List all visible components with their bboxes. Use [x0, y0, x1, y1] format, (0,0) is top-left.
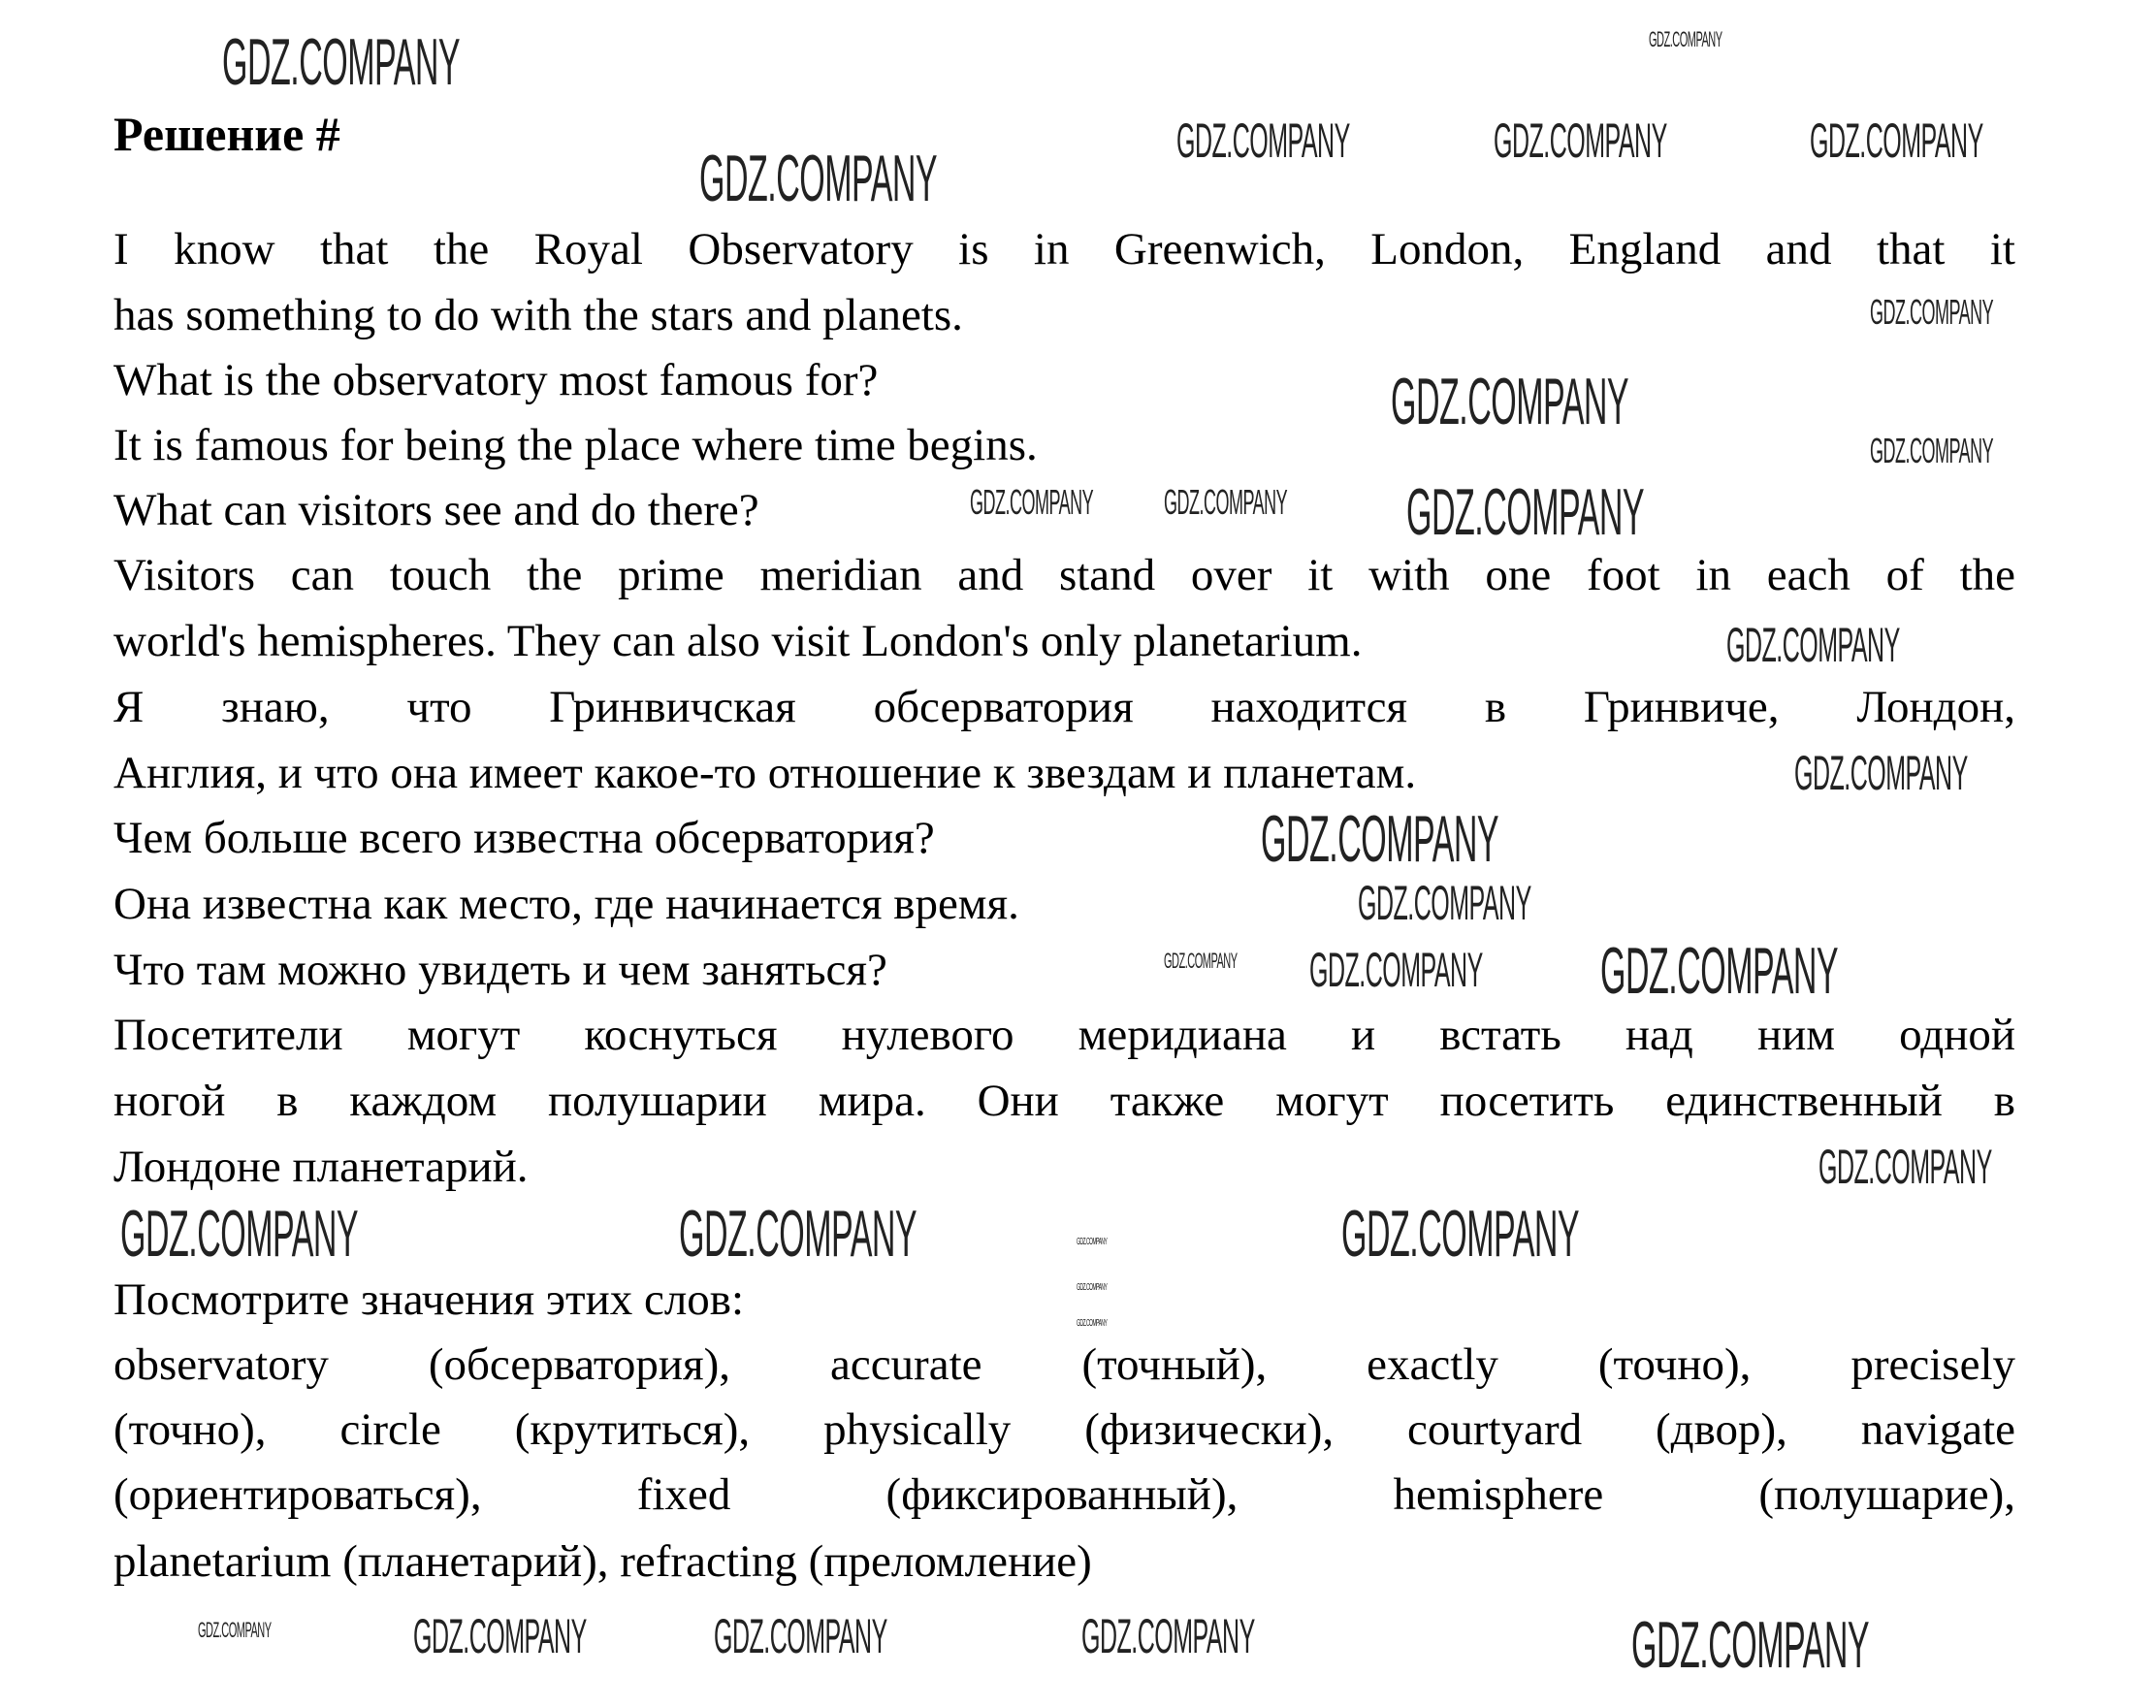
watermark: GDZ.COMPANY: [699, 142, 938, 215]
text-line: Посмотрите значения этих слов:: [113, 1274, 745, 1325]
watermark: GDZ.COMPANY: [1494, 113, 1667, 168]
watermark: GDZ.COMPANY: [198, 1618, 272, 1642]
watermark: GDZ.COMPANY: [1870, 292, 1994, 332]
watermark: GDZ.COMPANY: [1077, 1237, 1108, 1247]
text-line: What can visitors see and do there?: [113, 485, 759, 535]
text-line: (ориентироваться), fixed (фиксированный), hemisphere (полушарие),: [113, 1469, 2015, 1520]
watermark: GDZ.COMPANY: [714, 1609, 887, 1663]
text-line: world's hemispheres. They can also visit London's only planetarium.: [113, 616, 1363, 666]
watermark: GDZ.COMPANY: [413, 1609, 587, 1663]
text-line: I know that the Royal Observatory is in Greenwich, London, England and that it: [113, 224, 2015, 274]
text-line: has something to do with the stars and planets.: [113, 290, 963, 340]
text-line: Англия, и что она имеет какое-то отношение к звездам и планетам.: [113, 748, 1417, 798]
page-title: Решение #: [113, 107, 340, 161]
watermark: GDZ.COMPANY: [679, 1197, 917, 1271]
watermark: GDZ.COMPANY: [1077, 1282, 1108, 1293]
watermark: GDZ.COMPANY: [1081, 1609, 1255, 1663]
text-line: Visitors can touch the prime meridian and stand over it with one foot in each of the: [113, 550, 2015, 600]
watermark: GDZ.COMPANY: [1309, 943, 1483, 997]
text-line: Лондоне планетарий.: [113, 1142, 529, 1192]
watermark: GDZ.COMPANY: [1164, 949, 1238, 973]
watermark: GDZ.COMPANY: [1406, 475, 1645, 549]
watermark: GDZ.COMPANY: [1077, 1318, 1108, 1329]
watermark: GDZ.COMPANY: [1726, 618, 1900, 672]
text-line: ногой в каждом полушарии мира. Они также могут посетить единственный в: [113, 1076, 2015, 1126]
text-line: Что там можно увидеть и чем заняться?: [113, 945, 887, 995]
watermark: GDZ.COMPANY: [1261, 802, 1499, 876]
watermark: GDZ.COMPANY: [120, 1197, 359, 1271]
text-line: What is the observatory most famous for?: [113, 355, 879, 405]
text-line: observatory (обсерватория), accurate (точный), exactly (точно), precisely: [113, 1339, 2015, 1390]
text-line: Я знаю, что Гринвичская обсерватория находится в Гринвиче, Лондон,: [113, 682, 2015, 732]
watermark: GDZ.COMPANY: [1600, 934, 1839, 1008]
watermark: GDZ.COMPANY: [1810, 113, 1983, 168]
text-line: planetarium (планетарий), refracting (преломление): [113, 1536, 1092, 1587]
watermark: GDZ.COMPANY: [1341, 1197, 1580, 1271]
watermark: GDZ.COMPANY: [1391, 365, 1629, 438]
watermark: GDZ.COMPANY: [1176, 113, 1350, 168]
watermark: GDZ.COMPANY: [1794, 746, 1968, 800]
watermark: GDZ.COMPANY: [1358, 876, 1531, 930]
watermark: GDZ.COMPANY: [1631, 1608, 1870, 1682]
text-line: Чем больше всего известна обсерватория?: [113, 813, 935, 863]
text-line: It is famous for being the place where time begins.: [113, 420, 1038, 470]
watermark: GDZ.COMPANY: [970, 482, 1094, 522]
text-line: (точно), circle (крутиться), physically (физически), courtyard (двор), navigate: [113, 1404, 2015, 1455]
watermark: GDZ.COMPANY: [1870, 431, 1994, 470]
watermark: GDZ.COMPANY: [1164, 482, 1288, 522]
watermark: GDZ.COMPANY: [1818, 1140, 1992, 1194]
text-line: Посетители могут коснуться нулевого меридиана и встать над ним одной: [113, 1010, 2015, 1060]
text-line: Она известна как место, где начинается время.: [113, 879, 1019, 929]
watermark: GDZ.COMPANY: [222, 25, 461, 99]
watermark: GDZ.COMPANY: [1649, 27, 1722, 51]
